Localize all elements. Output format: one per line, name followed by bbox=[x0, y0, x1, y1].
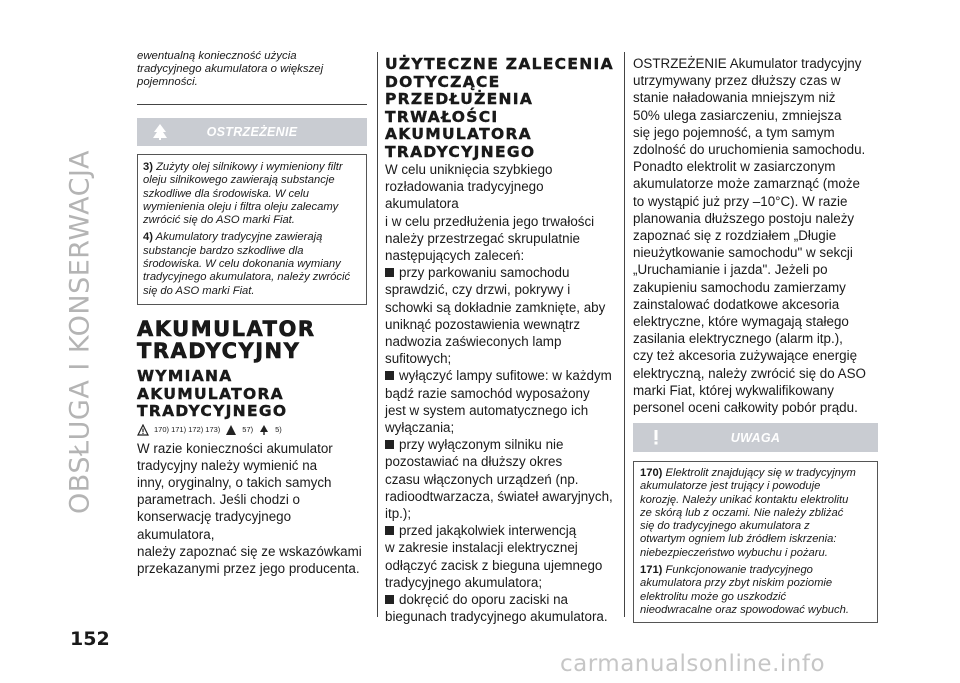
note-line: korozję. Należy unikać kontaktu elektrolitu bbox=[640, 493, 849, 506]
subheading-line: WYMIANA bbox=[137, 367, 233, 385]
note-line: zwrócić się do ASO marki Fiat. bbox=[143, 214, 295, 227]
heading-line: TRADYCYJNEGO bbox=[385, 142, 536, 161]
text-line bbox=[385, 522, 617, 539]
text-line: W razie konieczności akumulator bbox=[137, 440, 333, 456]
text-line: rozładowania tradycyjnego akumulatora bbox=[385, 179, 544, 212]
subheading-line: TRADYCYJNEGO bbox=[137, 402, 288, 420]
text-line: elektryczną, należy zwrócić się do ASO bbox=[633, 365, 866, 381]
text-line: stanie naładowania mniejszym niż bbox=[633, 90, 836, 106]
text-line: zainstalować dodatkowe akcesoria bbox=[633, 296, 840, 312]
text-line: personel oceni całkowity pobór prądu. bbox=[633, 400, 858, 416]
text-line: tradycyjnego akumulatora o większej bbox=[137, 63, 324, 76]
heading-line: DOTYCZĄCE bbox=[385, 72, 501, 91]
text-line: sufitowych; bbox=[385, 351, 452, 367]
text-line: „Uruchamianie i jazda". Jeżeli po bbox=[633, 262, 828, 278]
text-line: utrzymywany przez dłuższy czas w bbox=[633, 73, 841, 89]
body-text bbox=[137, 440, 367, 578]
text-line: tradycyjnego akumulatora; bbox=[385, 574, 543, 590]
text-line: konserwację tradycyjnego akumulatora, bbox=[137, 509, 292, 542]
body-text bbox=[633, 55, 878, 416]
page-number: 152 bbox=[70, 628, 110, 650]
text-line: należy zapoznać się ze wskazówkami bbox=[137, 543, 362, 559]
list-item bbox=[385, 522, 617, 591]
text-line: nadwozia zaświeconych lamp bbox=[385, 334, 562, 350]
square-bullet-icon bbox=[385, 268, 394, 277]
square-bullet-icon bbox=[385, 595, 394, 604]
note-line bbox=[640, 467, 872, 480]
reference-numbers: 170) 171) 172) 173) bbox=[154, 425, 221, 434]
note-line bbox=[143, 231, 361, 244]
text-line: i w celu przedłużenia jego trwałości bbox=[385, 213, 595, 229]
note-line: tradycyjnego akumulatora, należy zwrócić bbox=[143, 271, 351, 284]
heading-line: AKUMULATOR bbox=[137, 317, 316, 341]
text-line: zasilania elektrycznego (alarm itp.), bbox=[633, 331, 843, 347]
list-item bbox=[385, 367, 617, 436]
warning-triangle-icon bbox=[137, 424, 149, 436]
text-line: wyłączania; bbox=[385, 420, 455, 436]
intro-text bbox=[137, 50, 367, 90]
note-line: elektrolitu może go uszkodzić bbox=[640, 590, 787, 603]
list-item bbox=[385, 264, 617, 367]
caution-icon bbox=[225, 424, 237, 436]
column-divider bbox=[377, 52, 378, 617]
text-line: należy przestrzegać skrupulatnie bbox=[385, 230, 581, 246]
note-text: Funkcjonowanie tradycyjnego bbox=[665, 564, 813, 577]
warning-header bbox=[137, 118, 367, 146]
text-line: zapoznać się z rozdziałem „Długie bbox=[633, 228, 837, 244]
text-line: ewentualną konieczność użycia bbox=[137, 50, 297, 62]
note-text: Elektrolit znajdujący się w tradycyjnym bbox=[665, 467, 856, 479]
text-line bbox=[385, 591, 617, 608]
text-line: w zakresie instalacji elektrycznej bbox=[385, 540, 578, 556]
text-line: radioodtwarzacza, świateł awaryjnych, bbox=[385, 488, 613, 504]
square-bullet-icon bbox=[385, 526, 394, 535]
note-line: akumulatora przy zbyt niskim poziomie bbox=[640, 577, 833, 590]
note-line: otwartym ogniem lub źródłem iskrzenia: bbox=[640, 533, 837, 546]
text-line bbox=[385, 367, 617, 384]
text-line: pojemności. bbox=[137, 76, 198, 89]
text-line bbox=[385, 436, 617, 453]
column-divider bbox=[624, 52, 625, 617]
subsection bbox=[137, 368, 367, 577]
text-line: to wystąpić już przy –10°C). W razie bbox=[633, 193, 848, 209]
note-line: akumulatorze jest trujący i powoduje bbox=[640, 480, 821, 493]
text-line: przekazanymi przez jego producenta. bbox=[137, 560, 360, 576]
note-text: Akumulatory tradycyjne zawierają bbox=[155, 231, 323, 244]
text-line: nieużytkowanie samochodu" w sekcji bbox=[633, 245, 853, 261]
reference-row bbox=[137, 424, 367, 436]
reference-number: 5) bbox=[275, 425, 282, 434]
text-line: W celu uniknięcia szybkiego bbox=[385, 162, 553, 177]
note-number: 171) bbox=[640, 564, 663, 577]
text-line: sprawdzić, czy drzwi, pokrywy i bbox=[385, 282, 571, 298]
text-line: jest w system automatycznego ich bbox=[385, 402, 589, 418]
heading-line: AKUMULATORA bbox=[385, 125, 532, 143]
text-line: się jego pojemność, a tym samym bbox=[633, 124, 835, 140]
intro-text bbox=[385, 161, 617, 264]
section-heading bbox=[137, 318, 367, 362]
warning-title: OSTRZEŻENIE bbox=[206, 125, 298, 139]
heading-line: TRWAŁOŚCI bbox=[385, 107, 499, 126]
note-line: szkodliwe dla środowiska. W celu bbox=[143, 187, 310, 200]
text-line: zdolność do uruchomienia samochodu. bbox=[633, 142, 866, 158]
note-line: nieodwracalne oraz spowodować wybuch. bbox=[640, 603, 849, 616]
bullet-list bbox=[385, 264, 617, 625]
notice-box bbox=[633, 423, 878, 623]
notice-header bbox=[633, 423, 878, 452]
heading-line: PRZEDŁUŻENIA bbox=[385, 90, 534, 108]
text-line: elektryczne, które wymagają stałego bbox=[633, 314, 849, 330]
bullet-text: przed jakąkolwiek interwencją bbox=[399, 523, 577, 539]
text-line: następujących zaleceń: bbox=[385, 248, 525, 264]
section-side-title: OBSŁUGA I KONSERWACJA bbox=[64, 150, 96, 514]
note-line: substancje bardzo szkodliwe dla bbox=[143, 244, 304, 257]
square-bullet-icon bbox=[385, 371, 394, 380]
text-line: OSTRZEŻENIE Akumulator tradycyjny bbox=[633, 56, 862, 71]
column-1 bbox=[137, 50, 367, 576]
text-line: uniknąć pozostawienia wewnątrz bbox=[385, 316, 581, 332]
note-line: niebezpieczeństwo wybuchu i pożaru. bbox=[640, 546, 828, 559]
bullet-text: przy parkowaniu samochodu bbox=[399, 265, 570, 281]
text-line: itp.); bbox=[385, 506, 412, 522]
column-2 bbox=[385, 56, 617, 625]
watermark: carmanualsonline.info bbox=[560, 651, 826, 677]
text-line: biegunach tradycyjnego akumulatora. bbox=[385, 609, 608, 625]
note-line: wymienienia oleju i filtra oleju zalecamy bbox=[143, 200, 339, 213]
bullet-text: przy wyłączonym silniku nie bbox=[399, 437, 564, 453]
text-line: 50% ulega zasiarczeniu, zmniejsza bbox=[633, 107, 842, 123]
text-line: pozostawiać na dłuższy okres bbox=[385, 454, 563, 470]
note-line: się do tradycyjnego akumulatora z bbox=[640, 520, 810, 533]
text-line: czasu włączonych urządzeń (np. bbox=[385, 471, 579, 487]
text-line: planowania dłuższego postoju należy bbox=[633, 210, 855, 226]
column-3 bbox=[633, 55, 878, 616]
text-line: zakupieniu samochodu zamierzamy bbox=[633, 279, 846, 295]
note-number: 4) bbox=[143, 231, 153, 244]
divider bbox=[137, 104, 367, 105]
text-line: inny, oryginalny, o takich samych bbox=[137, 474, 332, 490]
text-line: akumulatorze może zamarznąć (może bbox=[633, 176, 860, 192]
bullet-text: wyłączyć lampy sufitowe: w każdym bbox=[399, 368, 612, 384]
note-line bbox=[640, 564, 872, 577]
notice-title: UWAGA bbox=[730, 430, 781, 445]
text-line: odłączyć zacisk z bieguna ujemnego bbox=[385, 557, 603, 573]
text-line: Ponadto elektrolit w zasiarczonym bbox=[633, 159, 836, 175]
square-bullet-icon bbox=[385, 440, 394, 449]
text-line: czy też akcesoria zużywające energię bbox=[633, 348, 858, 364]
list-item bbox=[385, 436, 617, 522]
heading-line: UŻYTECZNE ZALECENIA bbox=[385, 55, 614, 73]
note-line: ze skórą lub z oczami. Nie należy zbliżać bbox=[640, 506, 844, 519]
note-line: środowiska. W celu dokonania wymiany bbox=[143, 258, 341, 271]
warning-notes bbox=[137, 154, 367, 305]
text-line: bądź razie samochód wyposażony bbox=[385, 385, 590, 401]
note-text: Zużyty olej silnikowy i wymieniony filtr bbox=[156, 161, 343, 173]
note-line: się do ASO marki Fiat. bbox=[143, 284, 255, 297]
text-line: marki Fiat, której wykwalifikowany bbox=[633, 382, 834, 398]
notice-notes bbox=[633, 461, 878, 623]
subheading-line: AKUMULATORA bbox=[137, 384, 284, 403]
list-item bbox=[385, 591, 617, 625]
environment-icon bbox=[258, 424, 270, 436]
note-line: oleju silnikowego zawierają substancje bbox=[143, 174, 335, 187]
note-number: 170) bbox=[640, 467, 663, 479]
section-heading bbox=[385, 56, 617, 161]
heading-line: TRADYCYJNY bbox=[137, 339, 301, 363]
note-line bbox=[143, 161, 361, 174]
warning-box bbox=[137, 118, 367, 305]
reference-number: 57) bbox=[242, 425, 254, 434]
text-line: schowki są dokładnie zamknięte, aby bbox=[385, 299, 606, 315]
text-line bbox=[385, 264, 617, 281]
text-line: tradycyjny należy wymienić na bbox=[137, 457, 318, 473]
bullet-text: dokręcić do oporu zaciski na bbox=[399, 592, 568, 608]
text-line: parametrach. Jeśli chodzi o bbox=[137, 492, 300, 508]
note-number: 3) bbox=[143, 161, 153, 173]
